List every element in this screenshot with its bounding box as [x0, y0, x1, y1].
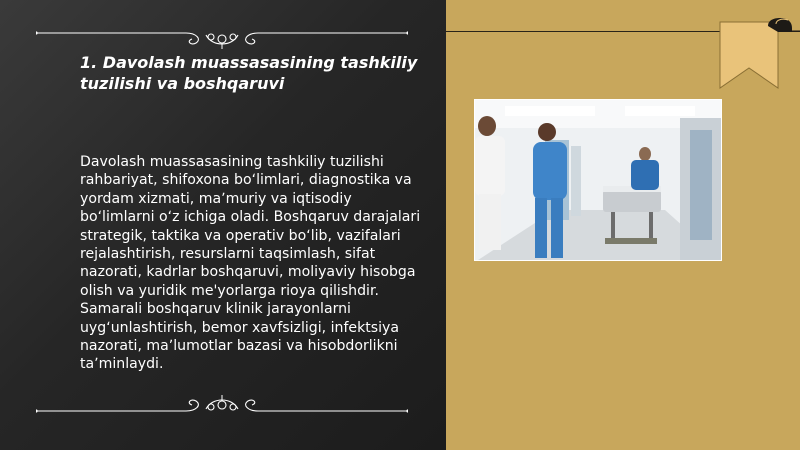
hospital-corridor-photo: [474, 99, 722, 261]
slide-title: 1. Davolash muassasasining tashkiliy tuzilishi va boshqaruvi: [80, 53, 418, 93]
slide-body-text: Davolash muassasasining tashkiliy tuzilishi rahbariyat, shifoxona boʻlimlari, diagnostika va yordam xizmati, maʼmuriy va iqtisodiy boʻlimlarni oʻz ichiga oladi. Boshqaruv darajalari strategik, taktika va operativ boʻlib, vazifalari rejalashtirish, resurslarni taqsimlash, sifat nazorati, kadrlar boshqaruvi, moliyaviy hisobga olish va yuridik me'yorlarga rioya qilishdir. Samarali boshqaruv klinik jarayonlarni uygʻunlashtirish, bemor xavfsizligi, infektsiya nazorati, maʼlumotlar bazasi va hisobdorlikni taʼminlaydi.: [80, 154, 421, 373]
bookmark-ribbon-icon: [716, 16, 800, 98]
flourish-divider-icon: [36, 389, 408, 413]
flourish-divider-icon: [36, 27, 408, 51]
